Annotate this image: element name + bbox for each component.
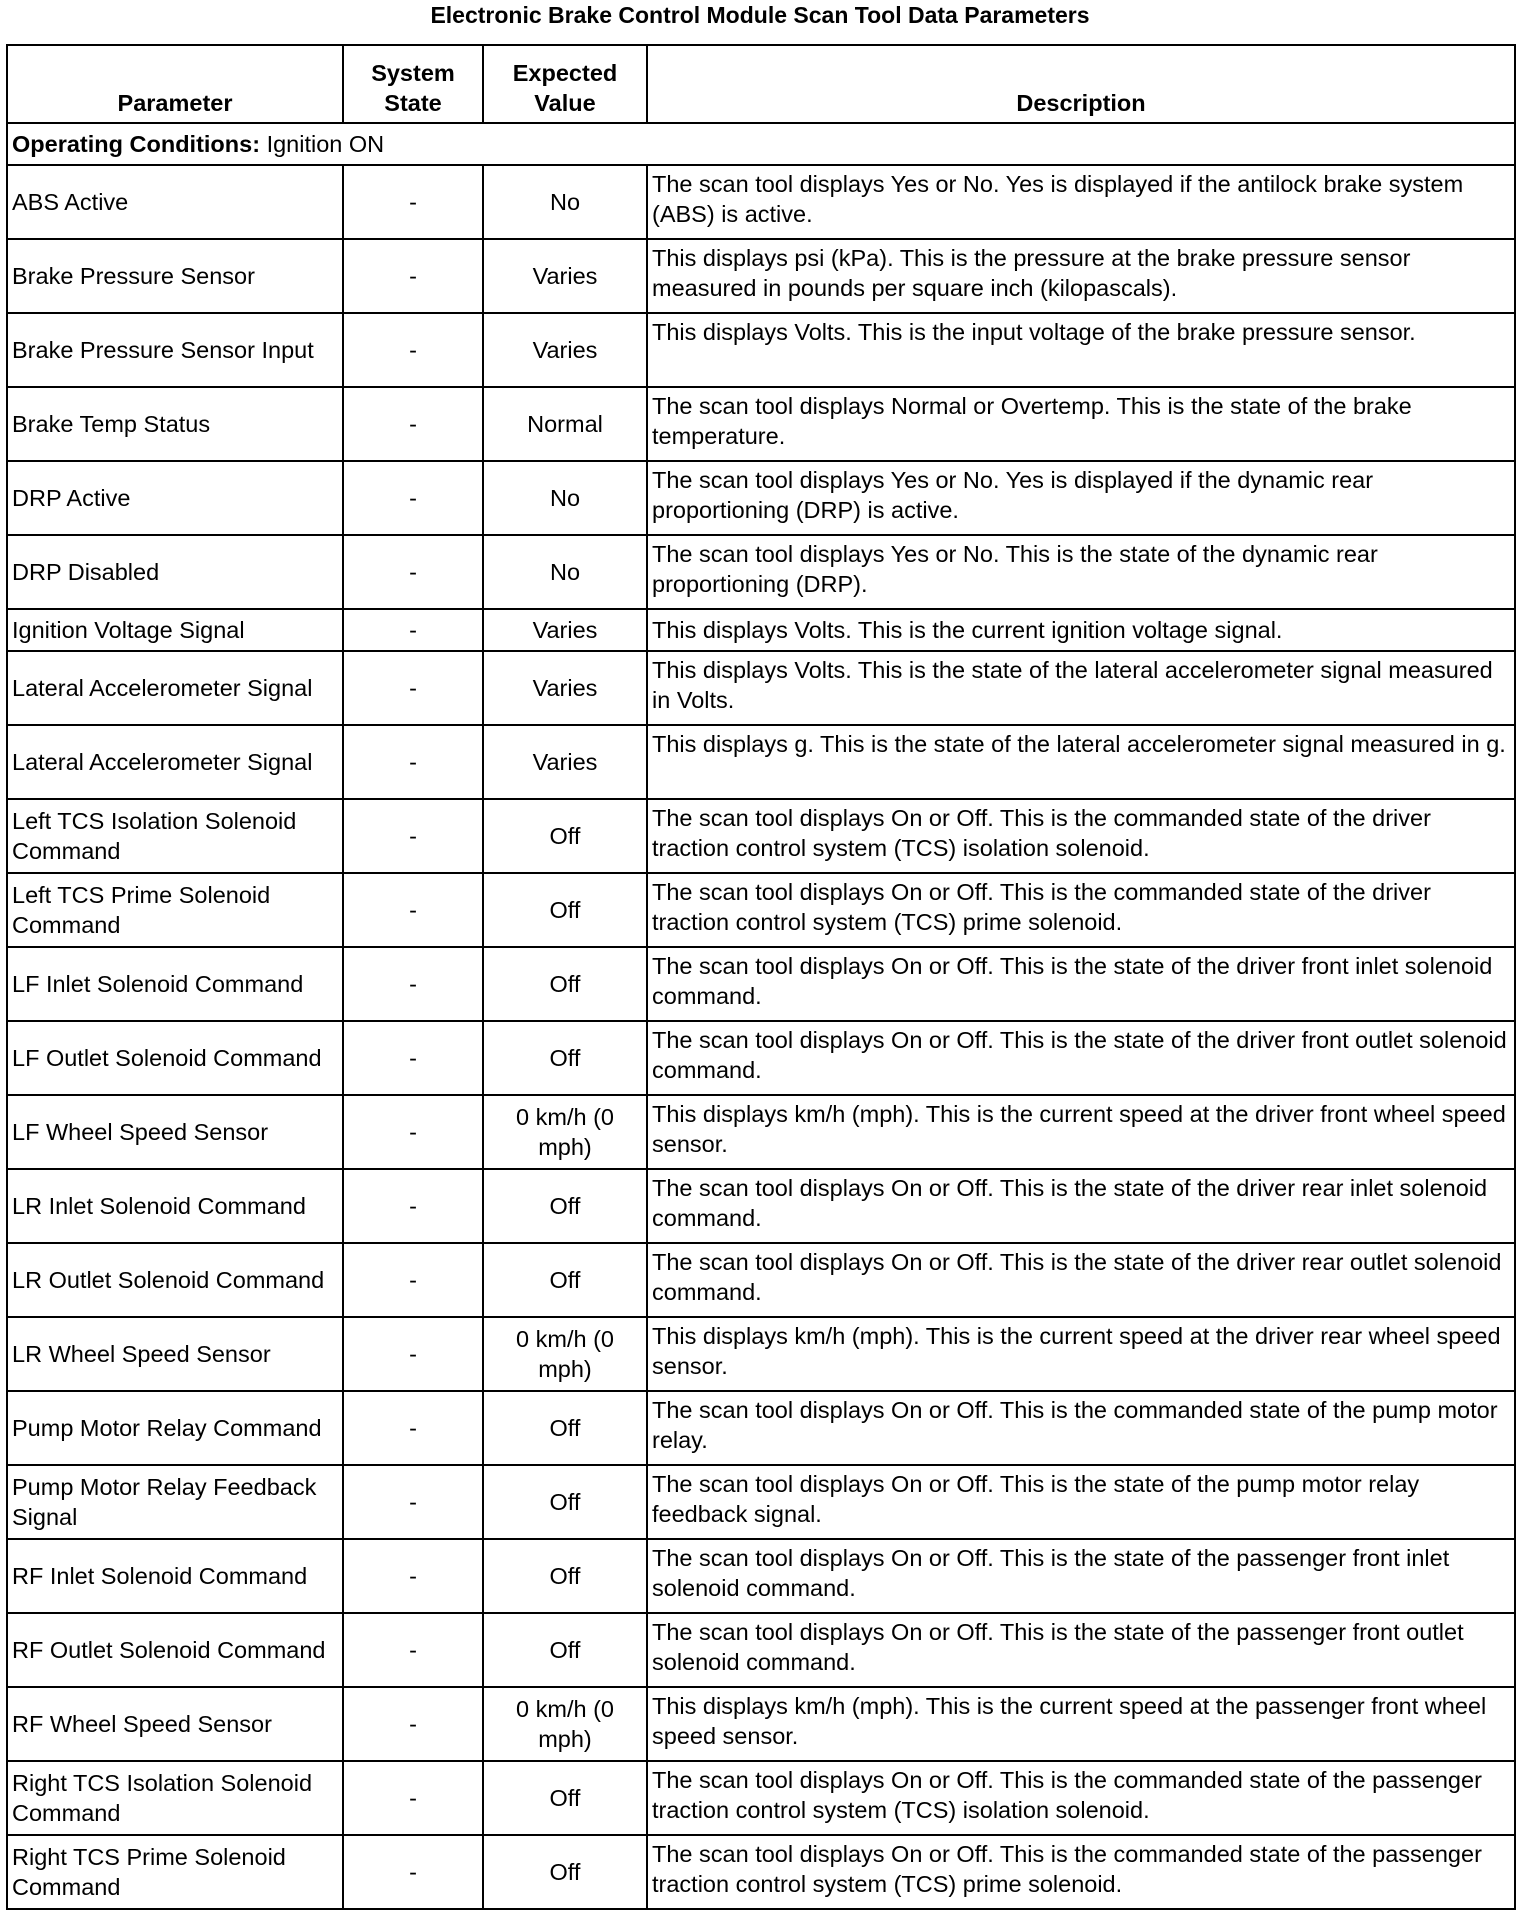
expected-value-cell: Varies <box>483 609 647 651</box>
table-row <box>7 165 1515 239</box>
system-state-cell: - <box>343 1317 483 1391</box>
parameters-table <box>6 44 1516 1910</box>
header-parameter: Parameter <box>7 45 343 123</box>
description-cell: This displays km/h (mph). This is the current speed at the driver rear wheel speed sensor. <box>647 1317 1515 1391</box>
expected-value-cell: No <box>483 165 647 239</box>
system-state-cell: - <box>343 947 483 1021</box>
expected-value-cell: Off <box>483 1835 647 1909</box>
table-row <box>7 1465 1515 1539</box>
header-system-state: System State <box>343 45 483 123</box>
operating-conditions-cell <box>7 123 1515 165</box>
expected-value-cell: Varies <box>483 313 647 387</box>
expected-value-cell: 0 km/h (0 mph) <box>483 1317 647 1391</box>
description-cell: The scan tool displays On or Off. This is the state of the passenger front inlet solenoid command. <box>647 1539 1515 1613</box>
parameter-cell: LF Wheel Speed Sensor <box>7 1095 343 1169</box>
expected-value-cell: 0 km/h (0 mph) <box>483 1095 647 1169</box>
system-state-cell: - <box>343 1243 483 1317</box>
table-row <box>7 535 1515 609</box>
parameter-cell: RF Outlet Solenoid Command <box>7 1613 343 1687</box>
table-row <box>7 1021 1515 1095</box>
page-title: Electronic Brake Control Module Scan Tool Data Parameters <box>430 2 1090 28</box>
description-cell: This displays psi (kPa). This is the pressure at the brake pressure sensor measured in pounds per square inch (kilopascals). <box>647 239 1515 313</box>
system-state-cell: - <box>343 239 483 313</box>
system-state-cell: - <box>343 651 483 725</box>
parameter-cell: Pump Motor Relay Command <box>7 1391 343 1465</box>
parameter-cell: Pump Motor Relay Feedback Signal <box>7 1465 343 1539</box>
system-state-cell: - <box>343 1761 483 1835</box>
parameter-cell: Left TCS Isolation Solenoid Command <box>7 799 343 873</box>
expected-value-cell: Off <box>483 1539 647 1613</box>
table-row <box>7 1761 1515 1835</box>
parameter-cell: Brake Pressure Sensor Input <box>7 313 343 387</box>
parameter-cell: Brake Temp Status <box>7 387 343 461</box>
description-cell: The scan tool displays Yes or No. Yes is displayed if the dynamic rear proportioning (DRP) is active. <box>647 461 1515 535</box>
parameter-cell: Left TCS Prime Solenoid Command <box>7 873 343 947</box>
description-cell: The scan tool displays On or Off. This is the state of the driver rear outlet solenoid command. <box>647 1243 1515 1317</box>
expected-value-cell: Off <box>483 1021 647 1095</box>
description-cell: This displays g. This is the state of the lateral accelerometer signal measured in g. <box>647 725 1515 799</box>
parameter-cell: Right TCS Prime Solenoid Command <box>7 1835 343 1909</box>
expected-value-cell: Off <box>483 1391 647 1465</box>
expected-value-cell: Off <box>483 1243 647 1317</box>
table-row <box>7 239 1515 313</box>
description-cell: The scan tool displays On or Off. This is the commanded state of the driver traction control system (TCS) prime solenoid. <box>647 873 1515 947</box>
parameter-cell: LR Outlet Solenoid Command <box>7 1243 343 1317</box>
table-row <box>7 799 1515 873</box>
description-cell: This displays km/h (mph). This is the current speed at the passenger front wheel speed sensor. <box>647 1687 1515 1761</box>
description-cell: This displays Volts. This is the current ignition voltage signal. <box>647 609 1515 651</box>
system-state-cell: - <box>343 1539 483 1613</box>
system-state-cell: - <box>343 799 483 873</box>
expected-value-cell: Off <box>483 1169 647 1243</box>
operating-conditions-label: Operating Conditions: <box>12 131 261 157</box>
table-body <box>7 123 1515 1909</box>
table-row <box>7 1391 1515 1465</box>
table-row <box>7 1687 1515 1761</box>
expected-value-cell: Normal <box>483 387 647 461</box>
table-row <box>7 1243 1515 1317</box>
operating-conditions-row <box>7 123 1515 165</box>
system-state-cell: - <box>343 1687 483 1761</box>
system-state-cell: - <box>343 609 483 651</box>
system-state-cell: - <box>343 1613 483 1687</box>
parameter-cell: Brake Pressure Sensor <box>7 239 343 313</box>
table-row <box>7 387 1515 461</box>
parameter-cell: LR Wheel Speed Sensor <box>7 1317 343 1391</box>
description-cell: The scan tool displays On or Off. This is the commanded state of the pump motor relay. <box>647 1391 1515 1465</box>
expected-value-cell: No <box>483 461 647 535</box>
table-row <box>7 1317 1515 1391</box>
system-state-cell: - <box>343 1169 483 1243</box>
parameter-cell: Lateral Accelerometer Signal <box>7 651 343 725</box>
system-state-cell: - <box>343 165 483 239</box>
expected-value-cell: No <box>483 535 647 609</box>
parameter-cell: ABS Active <box>7 165 343 239</box>
table-row <box>7 1613 1515 1687</box>
description-cell: The scan tool displays On or Off. This is the state of the driver rear inlet solenoid command. <box>647 1169 1515 1243</box>
system-state-cell: - <box>343 1391 483 1465</box>
operating-conditions-value: Ignition ON <box>260 131 385 157</box>
table-row <box>7 873 1515 947</box>
description-cell: The scan tool displays On or Off. This is the state of the driver front inlet solenoid command. <box>647 947 1515 1021</box>
table-row <box>7 461 1515 535</box>
description-cell: The scan tool displays On or Off. This is the state of the driver front outlet solenoid command. <box>647 1021 1515 1095</box>
system-state-cell: - <box>343 725 483 799</box>
description-cell: This displays Volts. This is the input voltage of the brake pressure sensor. <box>647 313 1515 387</box>
system-state-cell: - <box>343 1465 483 1539</box>
table-row <box>7 1095 1515 1169</box>
table-row <box>7 1835 1515 1909</box>
description-cell: This displays km/h (mph). This is the current speed at the driver front wheel speed sensor. <box>647 1095 1515 1169</box>
table-row <box>7 651 1515 725</box>
description-cell: The scan tool displays On or Off. This is the state of the pump motor relay feedback signal. <box>647 1465 1515 1539</box>
expected-value-cell: 0 km/h (0 mph) <box>483 1687 647 1761</box>
header-description: Description <box>647 45 1515 123</box>
parameter-cell: LF Inlet Solenoid Command <box>7 947 343 1021</box>
expected-value-cell: Off <box>483 947 647 1021</box>
parameter-cell: RF Inlet Solenoid Command <box>7 1539 343 1613</box>
system-state-cell: - <box>343 1021 483 1095</box>
system-state-cell: - <box>343 313 483 387</box>
table-row <box>7 1169 1515 1243</box>
description-cell: The scan tool displays On or Off. This is the commanded state of the driver traction control system (TCS) isolation solenoid. <box>647 799 1515 873</box>
description-cell: The scan tool displays On or Off. This is the commanded state of the passenger traction control system (TCS) prime solenoid. <box>647 1835 1515 1909</box>
parameter-cell: RF Wheel Speed Sensor <box>7 1687 343 1761</box>
parameter-cell: DRP Active <box>7 461 343 535</box>
table-row <box>7 313 1515 387</box>
expected-value-cell: Off <box>483 873 647 947</box>
table-header-row <box>7 45 1515 123</box>
table-row <box>7 609 1515 651</box>
expected-value-cell: Off <box>483 1613 647 1687</box>
description-cell: This displays Volts. This is the state of the lateral accelerometer signal measured in Volts. <box>647 651 1515 725</box>
system-state-cell: - <box>343 873 483 947</box>
system-state-cell: - <box>343 461 483 535</box>
description-cell: The scan tool displays Normal or Overtemp. This is the state of the brake temperature. <box>647 387 1515 461</box>
table-row <box>7 947 1515 1021</box>
description-cell: The scan tool displays Yes or No. This is the state of the dynamic rear proportioning (DRP). <box>647 535 1515 609</box>
system-state-cell: - <box>343 535 483 609</box>
table-row <box>7 1539 1515 1613</box>
description-cell: The scan tool displays Yes or No. Yes is displayed if the antilock brake system (ABS) is active. <box>647 165 1515 239</box>
description-cell: The scan tool displays On or Off. This is the state of the passenger front outlet solenoid command. <box>647 1613 1515 1687</box>
parameter-cell: LF Outlet Solenoid Command <box>7 1021 343 1095</box>
parameter-cell: Lateral Accelerometer Signal <box>7 725 343 799</box>
system-state-cell: - <box>343 1835 483 1909</box>
system-state-cell: - <box>343 1095 483 1169</box>
parameter-cell: LR Inlet Solenoid Command <box>7 1169 343 1243</box>
parameter-cell: Ignition Voltage Signal <box>7 609 343 651</box>
system-state-cell: - <box>343 387 483 461</box>
expected-value-cell: Off <box>483 799 647 873</box>
parameter-cell: DRP Disabled <box>7 535 343 609</box>
expected-value-cell: Off <box>483 1761 647 1835</box>
expected-value-cell: Off <box>483 1465 647 1539</box>
expected-value-cell: Varies <box>483 239 647 313</box>
description-cell: The scan tool displays On or Off. This is the commanded state of the passenger traction control system (TCS) isolation solenoid. <box>647 1761 1515 1835</box>
expected-value-cell: Varies <box>483 651 647 725</box>
header-expected-value: Expected Value <box>483 45 647 123</box>
parameter-cell: Right TCS Isolation Solenoid Command <box>7 1761 343 1835</box>
expected-value-cell: Varies <box>483 725 647 799</box>
table-row <box>7 725 1515 799</box>
